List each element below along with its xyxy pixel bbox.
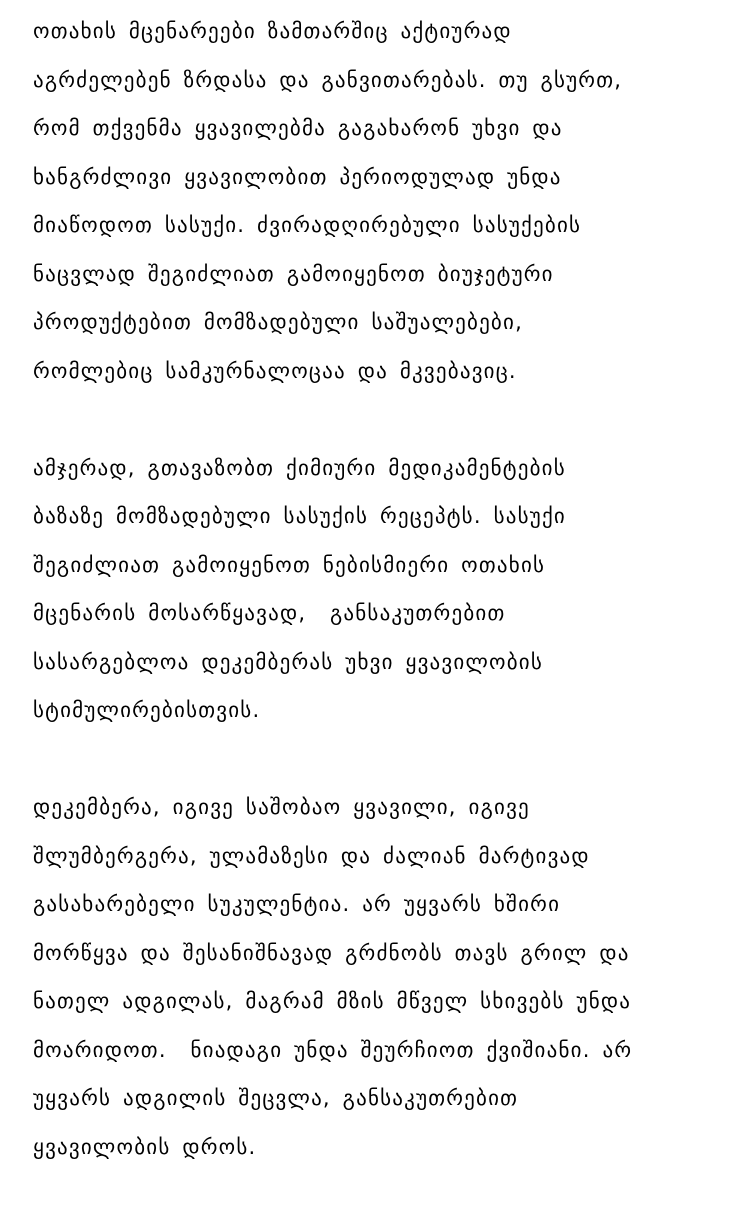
text-line: რომლებიც სამკურნალოცაა და მკვებავიც.: [33, 358, 517, 383]
text-line: უყვარს ადგილის შეცვლა, განსაკუთრებით: [33, 1086, 519, 1110]
paragraph-2: [33, 444, 733, 735]
text-line: შეგიძლიათ გამოიყენოთ ნებისმიერი ოთახის: [33, 552, 546, 577]
text-line: სასარგებლოა დეკემბერას უხვი ყვავილობის: [33, 649, 544, 674]
text-line: შლუმბერგერა, ულამაზესი და ძალიან მარტივად: [33, 843, 590, 868]
text-line: მიაწოდოთ სასუქი. ძვირადღირებული სასუქების: [33, 213, 582, 237]
paragraph-spacer: [33, 395, 733, 444]
text-line: ოთახის მცენარეები ზამთარშიც აქტიურად: [33, 19, 512, 43]
text-line: ბაზაზე მომზადებული სასუქის რეცეპტს. სასუქი: [33, 504, 567, 528]
article-text: [33, 7, 733, 1171]
paragraph-3: [33, 783, 733, 1171]
text-line: დეკემბერა, იგივე საშობაო ყვავილი, იგივე: [33, 795, 530, 819]
text-line: სტიმულირებისთვის.: [33, 698, 261, 722]
text-line: ამჯერად, გთავაზობთ ქიმიური მედიკამენტების: [33, 455, 566, 480]
text-line: გასახარებელი სუკულენტია. არ უყვარს ხშირი: [33, 892, 561, 916]
text-line: ხანგრძლივი ყვავილობით პერიოდულად უნდა: [33, 164, 562, 189]
paragraph-spacer: [33, 735, 733, 784]
text-line: ნათელ ადგილას, მაგრამ მზის მწველ სხივებს უნდა: [33, 989, 632, 1013]
paragraph-1: [33, 7, 733, 395]
text-line: ნაცვლად შეგიძლიათ გამოიყენოთ ბიუჯეტური: [33, 261, 554, 286]
text-line: რომ თქვენმა ყვავილებმა გაგახარონ უხვი და: [33, 116, 563, 140]
text-line: ყვავილობის დროს.: [33, 1134, 257, 1159]
text-line: პროდუქტებით მომზადებული საშუალებები,: [33, 310, 523, 334]
text-line: მორწყვა და შესანიშნავად გრძნობს თავს გრილ და: [33, 940, 630, 965]
text-line: მოარიდოთ. ნიადაგი უნდა შეურჩიოთ ქვიშიანი. არ: [33, 1037, 633, 1062]
text-line: აგრძელებენ ზრდასა და განვითარებას. თუ გსურთ,: [33, 67, 623, 92]
text-line: მცენარის მოსარწყავად, განსაკუთრებით: [33, 601, 506, 625]
